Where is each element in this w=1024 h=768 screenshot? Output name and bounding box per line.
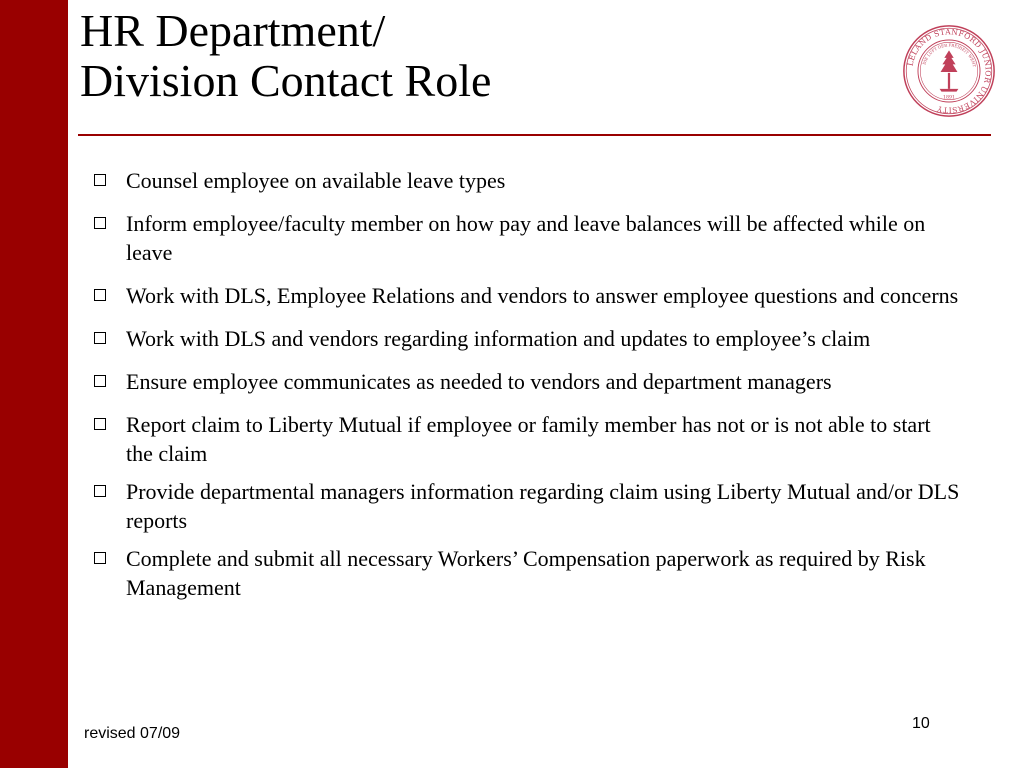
checkbox-square-icon: [94, 174, 106, 186]
slide-title: [80, 6, 491, 106]
list-item: [92, 544, 962, 602]
checkbox-square-icon: [94, 485, 106, 497]
bullet-text: Inform employee/faculty member on how pay and leave balances will be affected while on leave: [126, 211, 926, 265]
checkbox-square-icon: [94, 289, 106, 301]
bullet-list: [92, 166, 962, 616]
left-accent-bar: [0, 0, 68, 768]
list-item: [92, 410, 962, 468]
list-item: [92, 367, 962, 396]
checkbox-square-icon: [94, 375, 106, 387]
checkbox-square-icon: [94, 418, 106, 430]
page-number: 10: [912, 715, 930, 732]
checkbox-square-icon: [94, 552, 106, 564]
seal-year: 1891: [943, 95, 955, 101]
bullet-text: Counsel employee on available leave types: [126, 168, 506, 193]
bullet-text: Ensure employee communicates as needed to vendors and department managers: [126, 369, 832, 394]
title-divider: [78, 134, 991, 136]
title-line-2: Division Contact Role: [80, 55, 492, 106]
checkbox-square-icon: [94, 332, 106, 344]
seal-ring-text: LELAND STANFORD JUNIOR UNIVERSITY: [905, 27, 993, 115]
list-item: [92, 477, 962, 535]
bullet-text: Complete and submit all necessary Workers’ Compensation paperwork as required by Risk Management: [126, 546, 926, 600]
revision-note: revised 07/09: [84, 725, 181, 742]
seal-motto-text: DIE LUFT DER FREIHEIT WEHT: [921, 42, 978, 68]
checkbox-square-icon: [94, 217, 106, 229]
bullet-text: Report claim to Liberty Mutual if employee or family member has not or is not able to start the claim: [126, 412, 931, 466]
university-seal-logo: [902, 24, 996, 118]
bullet-text: Work with DLS, Employee Relations and vendors to answer employee questions and concerns: [126, 283, 959, 308]
bullet-text: Work with DLS and vendors regarding information and updates to employee’s claim: [126, 326, 871, 351]
list-item: [92, 209, 962, 267]
tree-seal-icon: [940, 50, 959, 91]
title-line-1: HR Department/: [80, 5, 386, 56]
list-item: [92, 281, 962, 310]
list-item: [92, 324, 962, 353]
bullet-text: Provide departmental managers information regarding claim using Liberty Mutual and/or DLS reports: [126, 479, 960, 533]
list-item: [92, 166, 962, 195]
